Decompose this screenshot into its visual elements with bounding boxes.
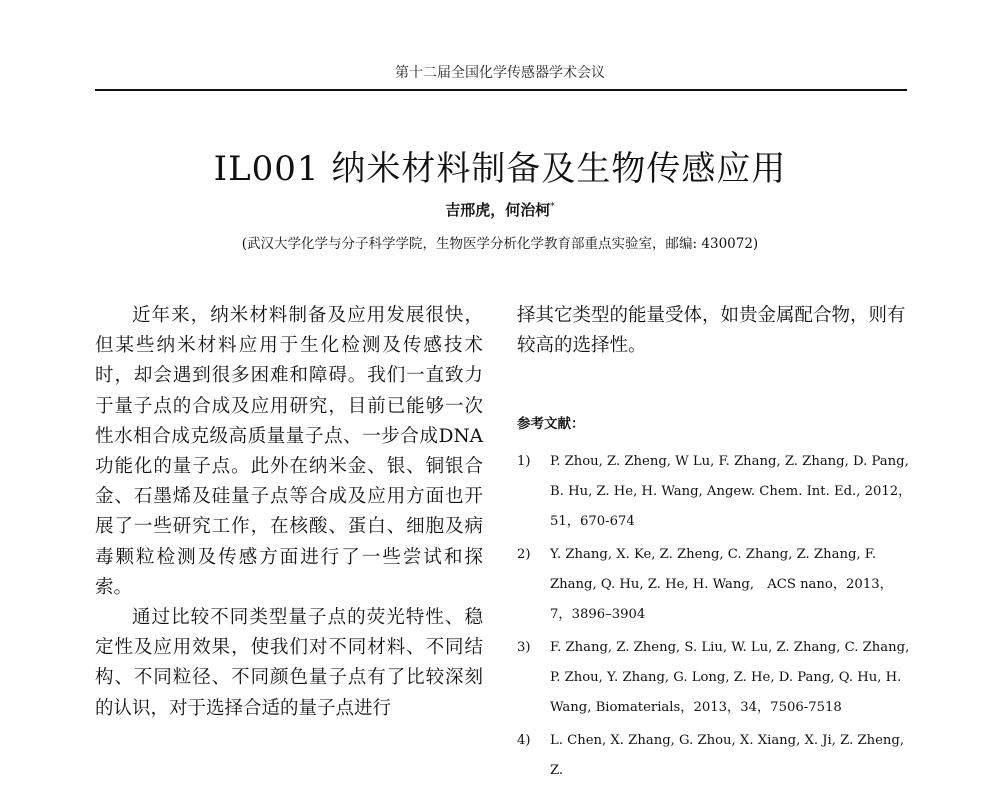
authors	[0, 199, 1000, 220]
reference-number: 4)	[517, 733, 531, 748]
body-paragraph-2: 通过比较不同类型量子点的荧光特性、稳定性及应用效果，使我们对不同材料、不同结构、不同粒径、不同颜色量子点有了比较深刻的认识，对于选择合适的量子点进行	[95, 607, 483, 719]
paper-title: IL001 纳米材料制备及生物传感应用	[213, 148, 787, 189]
reference-item	[517, 633, 912, 723]
reference-list	[517, 447, 912, 789]
header-rule	[95, 89, 907, 91]
right-column	[517, 301, 909, 361]
corresponding-mark: *	[550, 202, 555, 212]
reference-item	[517, 447, 912, 537]
reference-item	[517, 540, 912, 630]
reference-number: 1)	[517, 454, 531, 469]
reference-number: 3)	[517, 640, 531, 655]
reference-number: 2)	[517, 547, 531, 562]
reference-text: Y. Zhang, X. Ke, Z. Zheng, C. Zhang, Z. Zhang, F. Zhang, Q. Hu, Z. He, H. Wang, ACS nano，2013，7，3896–3904	[550, 547, 893, 622]
body-continuation: 择其它类型的能量受体，如贵金属配合物，则有较高的选择性。	[517, 305, 906, 357]
author-names: 吉邢虎，何治柯	[445, 201, 551, 219]
reference-text: L. Chen, X. Zhang, G. Zhou, X. Xiang, X. Ji, Z. Zheng, Z.	[550, 733, 905, 778]
reference-text: P. Zhou, Z. Zheng, W Lu, F. Zhang, Z. Zhang, D. Pang, B. Hu, Z. He, H. Wang, Angew. Chem. Int. Ed., 2012，51，670-674	[550, 454, 912, 529]
running-header: 第十二届全国化学传感器学术会议	[395, 65, 605, 81]
reference-item	[517, 726, 912, 786]
references-heading: 参考文献：	[517, 416, 585, 432]
reference-text: F. Zhang, Z. Zheng, S. Liu, W. Lu, Z. Zhang, C. Zhang, P. Zhou, Y. Zhang, G. Long, Z. He, D. Pang, Q. Hu, H. Wang, Biomaterials，2013，34，7506-7518	[550, 640, 910, 715]
body-paragraph-1: 近年来，纳米材料制备及应用发展很快，但某些纳米材料应用于生化检测及传感技术时，却会遇到很多困难和障碍。我们一直致力于量子点的合成及应用研究，目前已能够一次性水相合成克级高质量量子点、一步合成DNA功能化的量子点。此外在纳米金、银、铜银合金、石墨烯及硅量子点等合成及应用方面也开展了一些研究工作，在核酸、蛋白、细胞及病毒颗粒检测及传感方面进行了一些尝试和探索。	[95, 305, 483, 598]
left-column	[95, 301, 483, 724]
affiliation: (武汉大学化学与分子科学学院，生物医学分析化学教育部重点实验室，邮编: 430072)	[241, 236, 759, 252]
